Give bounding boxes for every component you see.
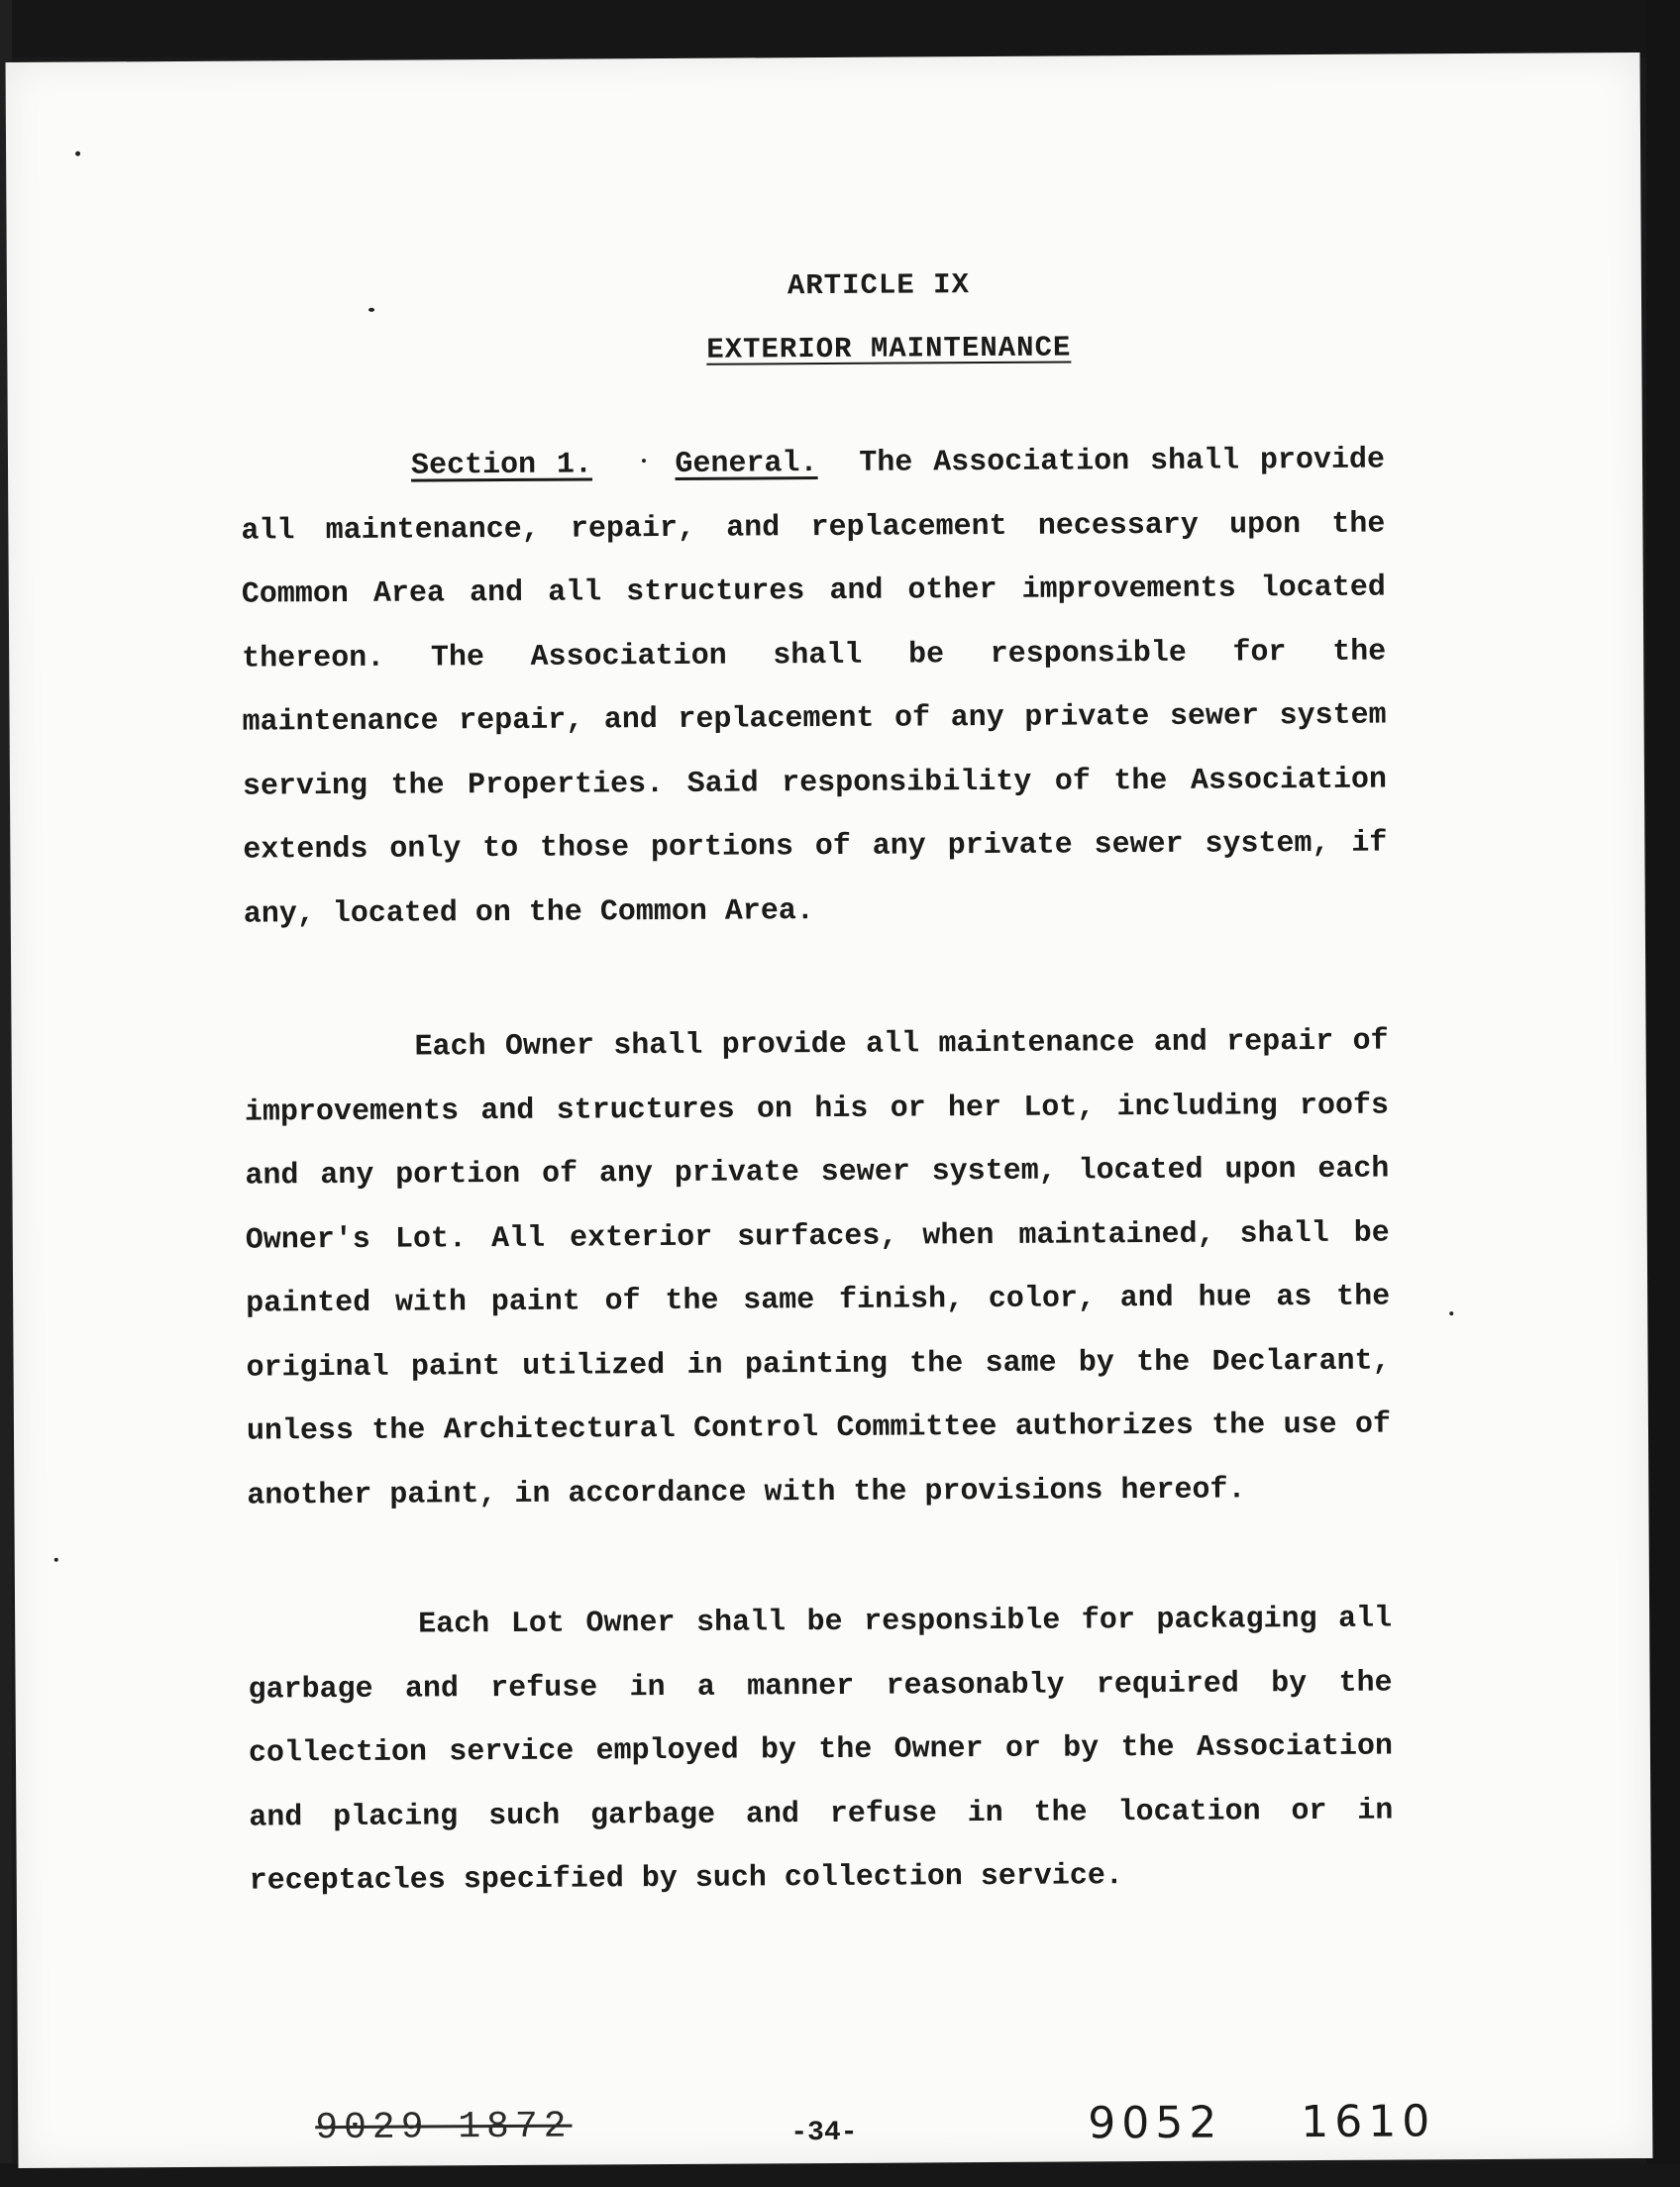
scan-border-bottom: [0, 2163, 1680, 2187]
paragraph-2: Each Owner shall provide all maintenance and repair of improvements and structures on his or her Lot, including roofs and any portion of any private sewer system, located upon each Owner's Lot. All exterior surfaces, when maintained, shall be painted with paint of the same finish, color, and hue as the original paint utilized in painting the same by the Declarant, unless the Architectural Control Committee authorizes the use of another paint, in accordance with the provisions hereof.: [244, 1024, 1392, 1513]
section-label: Section 1.: [410, 448, 593, 483]
section-heading-text: EXTERIOR MAINTENANCE: [706, 331, 1072, 366]
scan-speck: [75, 152, 80, 156]
section-1-text: The Association shall provide all maintenance, repair, and replacement necessary upon the Common Area and all structures and other improvements located thereon. The Association shall be responsible for the maintenance repair, and replacement of any private sewer system serving the Properties. Said responsibility of the Association extends only to those portions of any private sewer system, if any, located on the Common Area.: [241, 443, 1388, 932]
section-topic: General.: [675, 447, 818, 481]
struck-reference-number: 9029 1872: [315, 2105, 573, 2150]
scan-speck: [368, 308, 374, 312]
page-number: -34-: [790, 2117, 858, 2149]
scan-speck: [1449, 1311, 1453, 1315]
paragraph-2-block: [244, 1010, 1391, 1528]
section-heading: [7, 328, 1641, 370]
document-page: [6, 52, 1653, 2168]
article-heading: ARTICLE IX: [787, 268, 971, 303]
scan-border-right: [1646, 0, 1680, 2187]
paragraph-1: [241, 429, 1388, 947]
paragraph-3-block: [248, 1588, 1394, 1915]
stamp-book-number: 9052: [1088, 2097, 1223, 2149]
scan-border-top: [0, 0, 1680, 57]
scan-speck: [54, 1558, 58, 1562]
paragraph-3: Each Lot Owner shall be responsible for packaging all garbage and refuse in a manner reasonably required by the collection service employed by the Owner or by the Association and placing such garbage and refuse in the location or in receptacles specified by such collection service.: [248, 1602, 1394, 1899]
section-1-paragraph: [241, 429, 1388, 947]
stamp-page-number: 1610: [1301, 2096, 1436, 2148]
